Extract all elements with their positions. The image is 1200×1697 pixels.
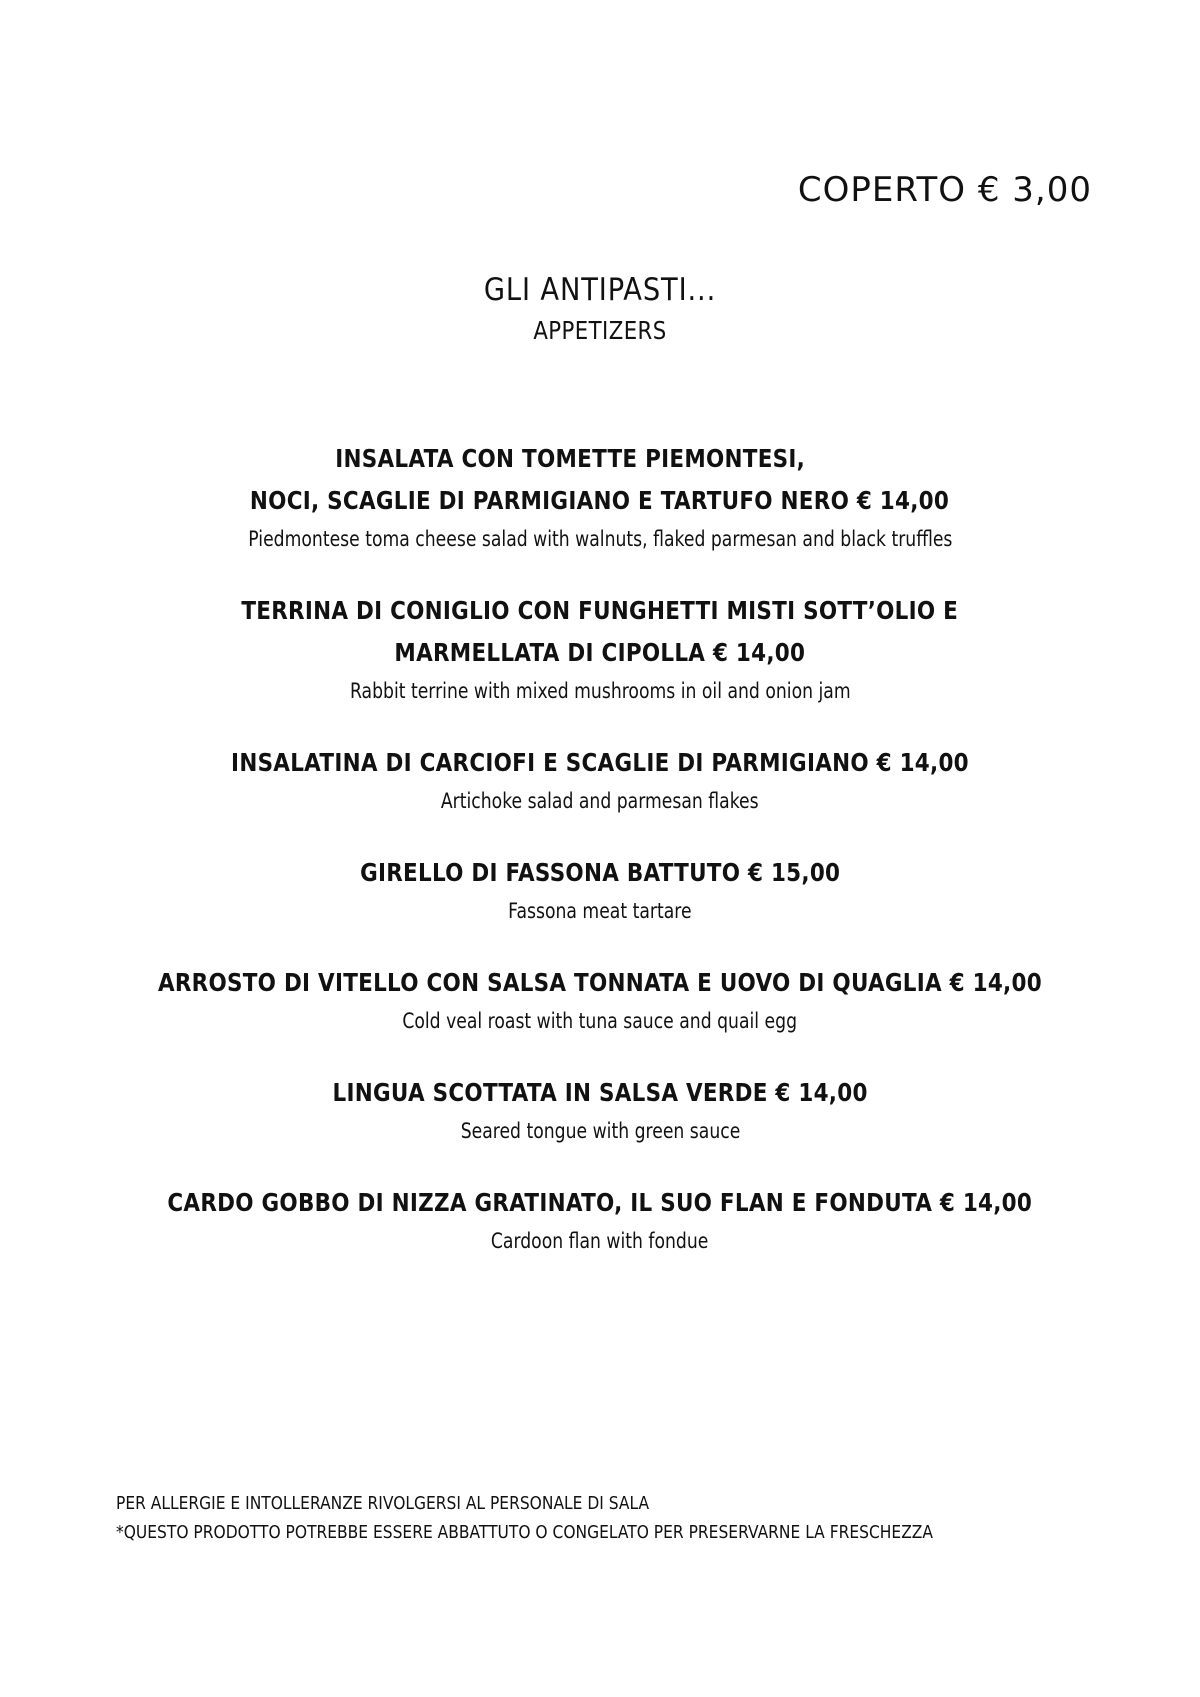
dish-name-line: CARDO GOBBO DI NIZZA GRATINATO, IL SUO FLAN E FONDUTA € 14,00: [167, 1188, 1033, 1217]
dish-item: [0, 962, 1200, 1038]
section-title-english: APPETIZERS: [533, 316, 667, 345]
dish-name-line: NOCI, SCAGLIE DI PARMIGIANO E TARTUFO NERO € 14,00: [250, 486, 950, 515]
section-header: [0, 272, 1200, 345]
dish-name-line: MARMELLATA DI CIPOLLA € 14,00: [394, 638, 806, 667]
frozen-product-note: *QUESTO PRODOTTO POTREBBE ESSERE ABBATTUTO O CONGELATO PER PRESERVARNE LA FRESCHEZZA: [116, 1522, 933, 1543]
dish-item: [0, 1072, 1200, 1148]
dish-name-line: INSALATA CON TOMETTE PIEMONTESI,: [335, 444, 805, 473]
dish-item: [0, 590, 1200, 708]
dish-name-line: ARROSTO DI VITELLO CON SALSA TONNATA E UOVO DI QUAGLIA € 14,00: [158, 968, 1042, 997]
dish-name-line: GIRELLO DI FASSONA BATTUTO € 15,00: [359, 858, 841, 887]
menu-list: [0, 438, 1200, 1292]
dish-description: Artichoke salad and parmesan flakes: [441, 789, 759, 813]
section-title-italian: GLI ANTIPASTI...: [483, 272, 717, 308]
dish-item: [0, 438, 1200, 556]
cover-charge: COPERTO € 3,00: [797, 170, 1092, 210]
dish-description: Rabbit terrine with mixed mushrooms in oil and onion jam: [349, 679, 851, 703]
dish-description: Piedmontese toma cheese salad with walnuts, flaked parmesan and black truffles: [247, 527, 953, 551]
footer-notes: [116, 1489, 1066, 1547]
dish-description: Cardoon flan with fondue: [491, 1229, 709, 1253]
dish-item: [0, 1182, 1200, 1258]
dish-name-line: LINGUA SCOTTATA IN SALSA VERDE € 14,00: [332, 1078, 868, 1107]
dish-description: Cold veal roast with tuna sauce and quail egg: [402, 1009, 798, 1033]
dish-name-line: INSALATINA DI CARCIOFI E SCAGLIE DI PARMIGIANO € 14,00: [231, 748, 969, 777]
allergy-note: PER ALLERGIE E INTOLLERANZE RIVOLGERSI AL PERSONALE DI SALA: [116, 1493, 650, 1514]
dish-item: [0, 852, 1200, 928]
dish-item: [0, 742, 1200, 818]
dish-description: Seared tongue with green sauce: [460, 1119, 740, 1143]
dish-name-line: TERRINA DI CONIGLIO CON FUNGHETTI MISTI SOTT’OLIO E: [241, 596, 959, 625]
dish-description: Fassona meat tartare: [508, 899, 692, 923]
